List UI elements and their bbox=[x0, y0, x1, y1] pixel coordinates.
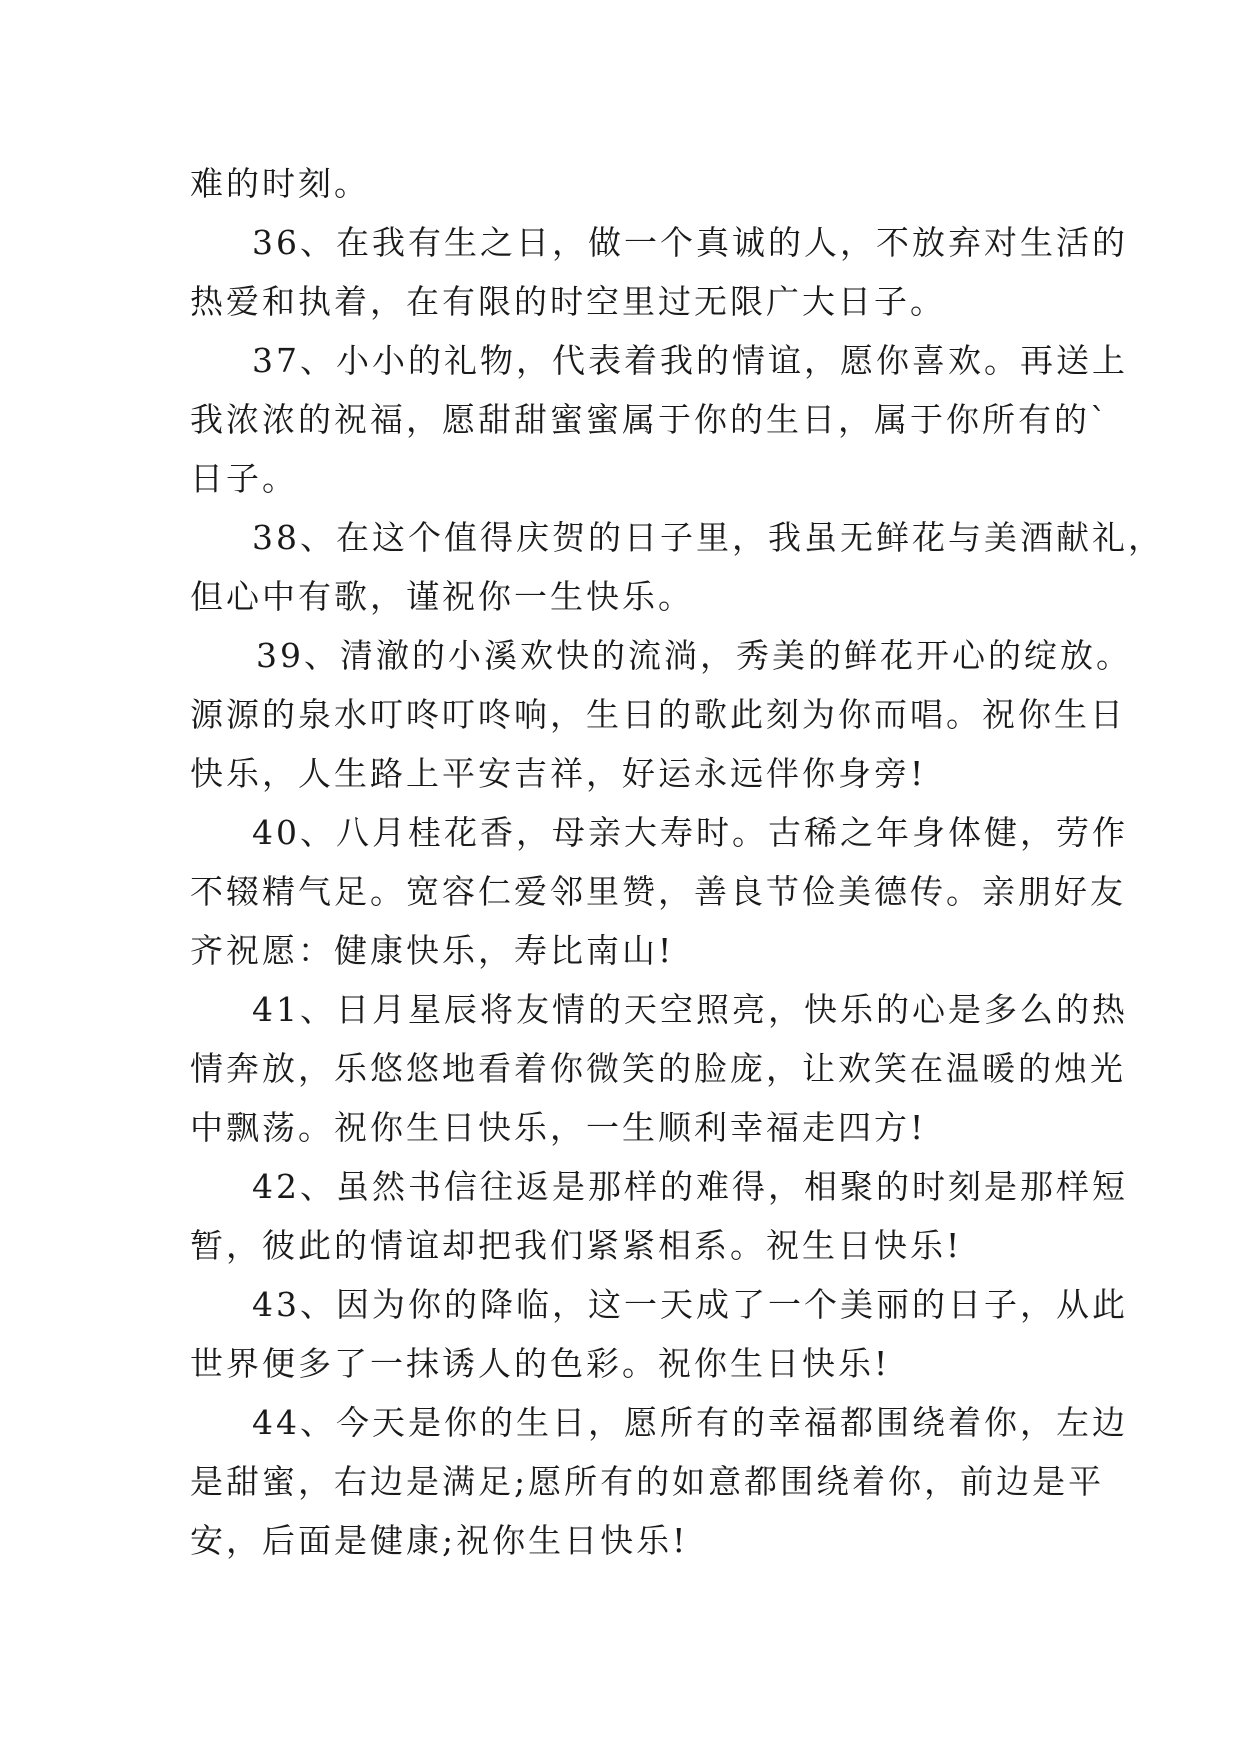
paragraph-37-line-1: 37、小小的礼物，代表着我的情谊，愿你喜欢。再送上 bbox=[252, 341, 1128, 380]
text-line: 齐祝愿：健康快乐，寿比南山! bbox=[190, 931, 675, 970]
text-line: 暂，彼此的情谊却把我们紧紧相系。祝生日快乐! bbox=[190, 1226, 963, 1265]
text-line: 不辍精气足。宽容仁爱邻里赞，善良节俭美德传。亲朋好友 bbox=[190, 872, 1126, 911]
text-line: 中飘荡。祝你生日快乐，一生顺利幸福走四方! bbox=[190, 1108, 927, 1147]
paragraph-44-line-1: 44、今天是你的生日，愿所有的幸福都围绕着你，左边 bbox=[252, 1403, 1128, 1442]
paragraph-36-line-1: 36、在我有生之日，做一个真诚的人，不放弃对生活的 bbox=[252, 223, 1128, 262]
paragraph-42-line-1: 42、虽然书信往返是那样的难得，相聚的时刻是那样短 bbox=[252, 1167, 1128, 1206]
paragraph-39-line-1: 39、清澈的小溪欢快的流淌，秀美的鲜花开心的绽放。 bbox=[256, 636, 1132, 675]
text-line: 源源的泉水叮咚叮咚响，生日的歌此刻为你而唱。祝你生日 bbox=[190, 695, 1126, 734]
paragraph-40-line-1: 40、八月桂花香，母亲大寿时。古稀之年身体健，劳作 bbox=[252, 813, 1128, 852]
paragraph-41-line-1: 41、日月星辰将友情的天空照亮，快乐的心是多么的热 bbox=[252, 990, 1128, 1029]
text-line: 日子。 bbox=[190, 459, 298, 498]
paragraph-43-line-1: 43、因为你的降临，这一天成了一个美丽的日子，从此 bbox=[252, 1285, 1128, 1324]
text-line: 世界便多了一抹诱人的色彩。祝你生日快乐! bbox=[190, 1344, 891, 1383]
text-line: 快乐，人生路上平安吉祥，好运永远伴你身旁! bbox=[190, 754, 927, 793]
text-line: 我浓浓的祝福，愿甜甜蜜蜜属于你的生日，属于你所有的` bbox=[190, 400, 1110, 439]
text-line: 难的时刻。 bbox=[190, 164, 370, 203]
document-body bbox=[190, 154, 1164, 1570]
text-line: 是甜蜜，右边是满足;愿所有的如意都围绕着你，前边是平 bbox=[190, 1462, 1105, 1501]
text-line: 安，后面是健康;祝你生日快乐! bbox=[190, 1521, 689, 1560]
text-line: 但心中有歌，谨祝你一生快乐。 bbox=[190, 577, 694, 616]
text-line: 热爱和执着，在有限的时空里过无限广大日子。 bbox=[190, 282, 946, 321]
paragraph-38-line-1: 38、在这个值得庆贺的日子里，我虽无鲜花与美酒献礼， bbox=[252, 518, 1164, 557]
text-line: 情奔放，乐悠悠地看着你微笑的脸庞，让欢笑在温暖的烛光 bbox=[190, 1049, 1126, 1088]
